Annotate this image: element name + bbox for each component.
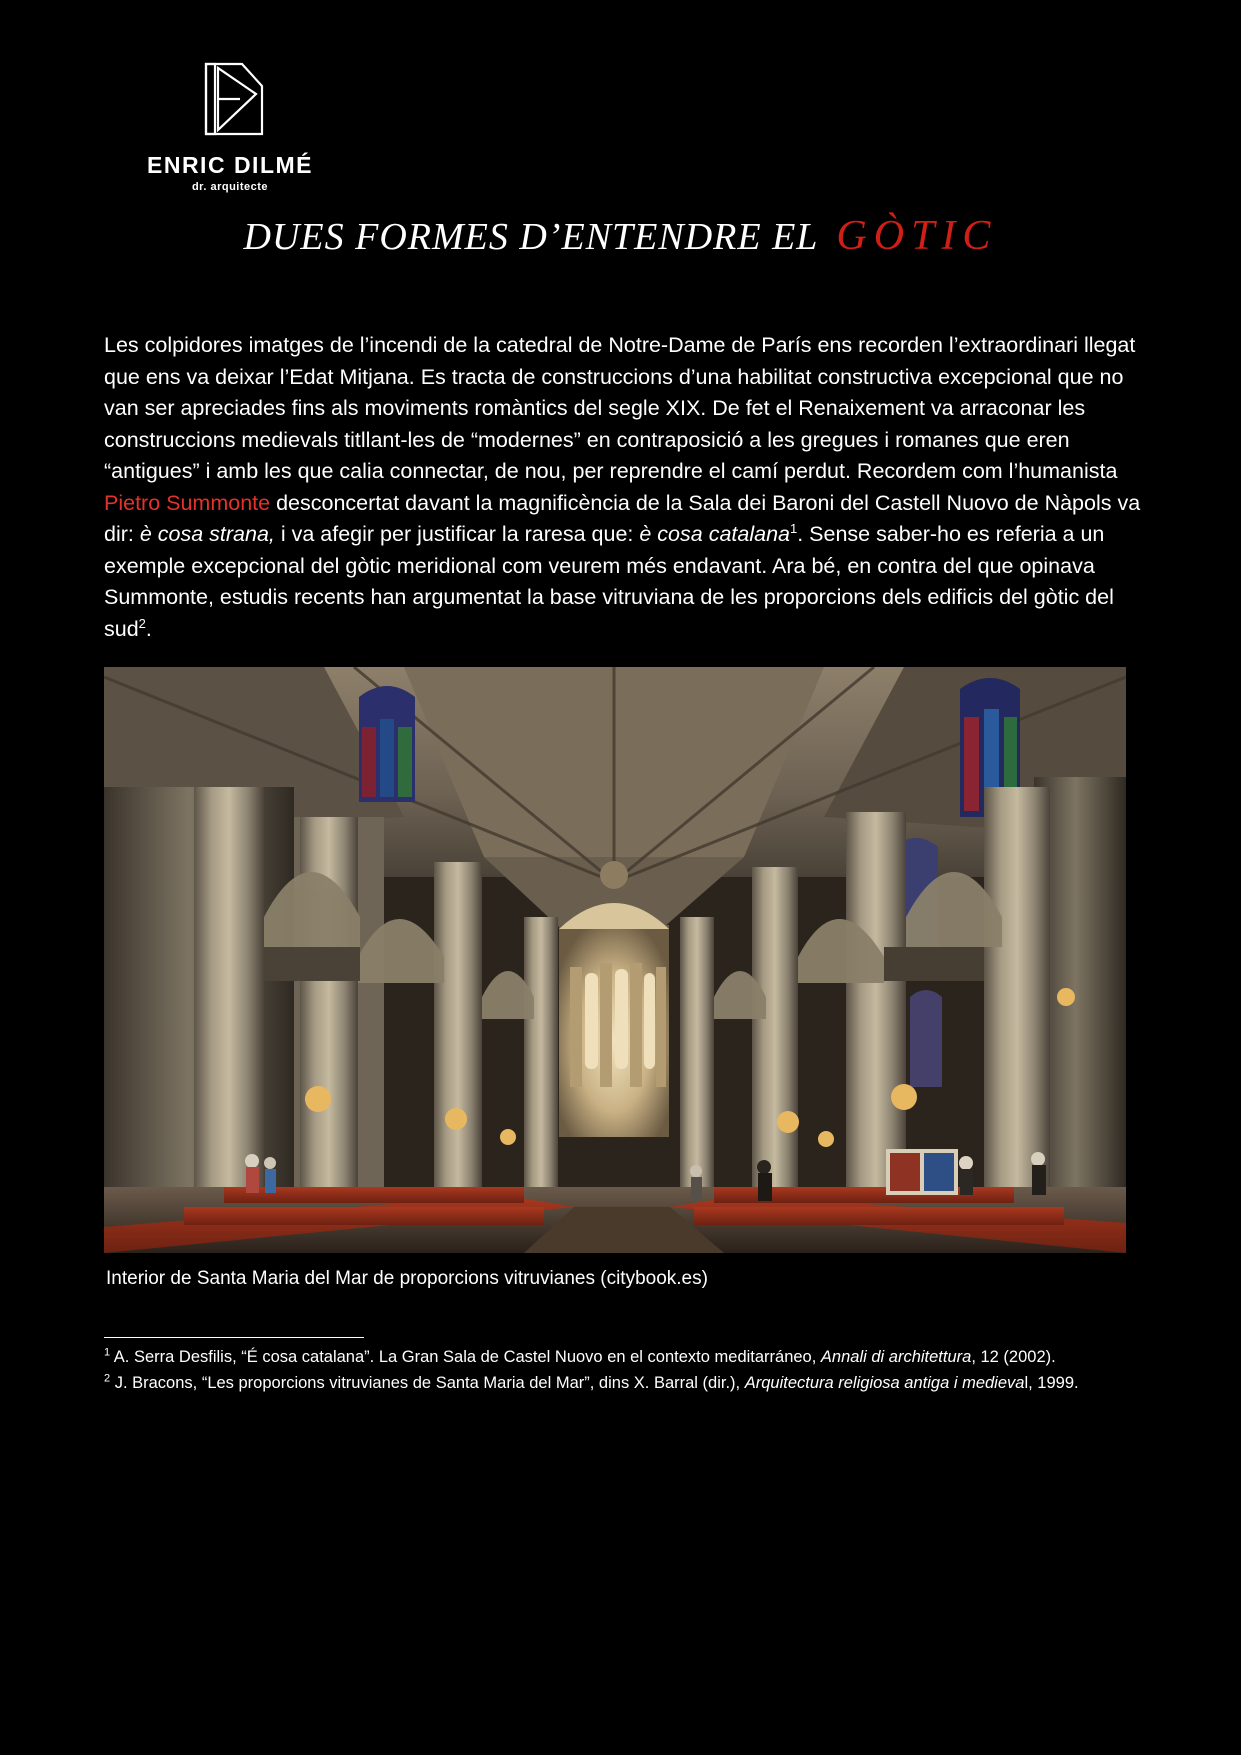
logo-subtitle: dr. arquitecte xyxy=(191,181,269,193)
footnote-separator xyxy=(104,1337,364,1338)
footnote-2-text-b: l, 1999. xyxy=(1024,1374,1079,1392)
footnote-1-text-b: , 12 (2002). xyxy=(971,1348,1056,1366)
page-title xyxy=(0,212,1241,260)
footnote-2 xyxy=(104,1371,1141,1395)
body-text-segment-5: . xyxy=(145,616,152,641)
body-text-segment-4: . Sense saber-ho es referia a un exemple excepcional del gòtic meridional com veurem més endavant. Ara bé, en contra del que opinava Summonte, estudis recents han argumentat la base vitruviana de les proporcions dels edificis del gòtic del sud xyxy=(104,522,1114,641)
body-text-segment-3: i va afegir per justificar la raresa que: xyxy=(274,522,640,546)
page-title-main: DUES FORMES D’ENTENDRE EL xyxy=(243,216,819,258)
footnotes xyxy=(104,1345,1141,1397)
body-text-segment-2: desconcertat davant la magnificència de la Sala dei Baroni del Castell Nuovo de Nàpols va dir: xyxy=(104,490,1141,546)
body-paragraph xyxy=(104,330,1141,645)
footnote-1-marker: 1 xyxy=(104,1346,111,1359)
footnote-2-text-a: J. Bracons, “Les proporcions vitruvianes de Santa Maria del Mar”, dins X. Barral (dir.), xyxy=(110,1374,745,1392)
enric-dilme-monogram-icon xyxy=(194,60,266,138)
stained-glass-left xyxy=(359,677,415,802)
body-highlight-name: Pietro Summonte xyxy=(104,490,271,515)
footnote-1 xyxy=(104,1345,1141,1369)
body-italic-1: è cosa strana, xyxy=(139,522,275,546)
figure-caption: Interior de Santa Maria del Mar de proporcions vitruvianes (citybook.es) xyxy=(106,1268,708,1289)
footnote-ref-1: 1 xyxy=(789,520,798,536)
page-title-accent: GÒTIC xyxy=(836,213,998,259)
footnote-1-italic: Annali di architettura xyxy=(820,1348,972,1366)
footnote-2-italic: Arquitectura religiosa antiga i medieva xyxy=(744,1374,1025,1392)
body-italic-2: è cosa catalana xyxy=(639,522,790,546)
figure-illustration xyxy=(104,667,1126,1253)
interior-santa-maria-del-mar-photo xyxy=(104,667,1126,1253)
footnote-2-marker: 2 xyxy=(104,1372,111,1385)
logo-block xyxy=(115,60,345,193)
logo-name: ENRIC DILMÉ xyxy=(147,152,313,178)
footnote-ref-2: 2 xyxy=(138,615,146,631)
body-text-segment-1: Les colpidores imatges de l’incendi de la catedral de Notre-Dame de París ens recorden l’extraordinari llegat que ens va deixar l’Edat Mitjana. Es tracta de construccions d’una habilitat constructiva excepcional que no van ser apreciades fins als moviments romàntics del segle XIX. De fet el Renaixement va arraconar les construccions medievals titllant-les de “modernes” en contraposició a les gregues i romanes que eren “antigues” i amb les que calia connectar, de nou, per reprendre el camí perdut. Recordem com l’humanista xyxy=(104,333,1136,483)
footnote-1-text-a: A. Serra Desfilis, “É cosa catalana”. La Gran Sala de Castel Nuovo en el contexto meditarráneo, xyxy=(110,1348,821,1366)
